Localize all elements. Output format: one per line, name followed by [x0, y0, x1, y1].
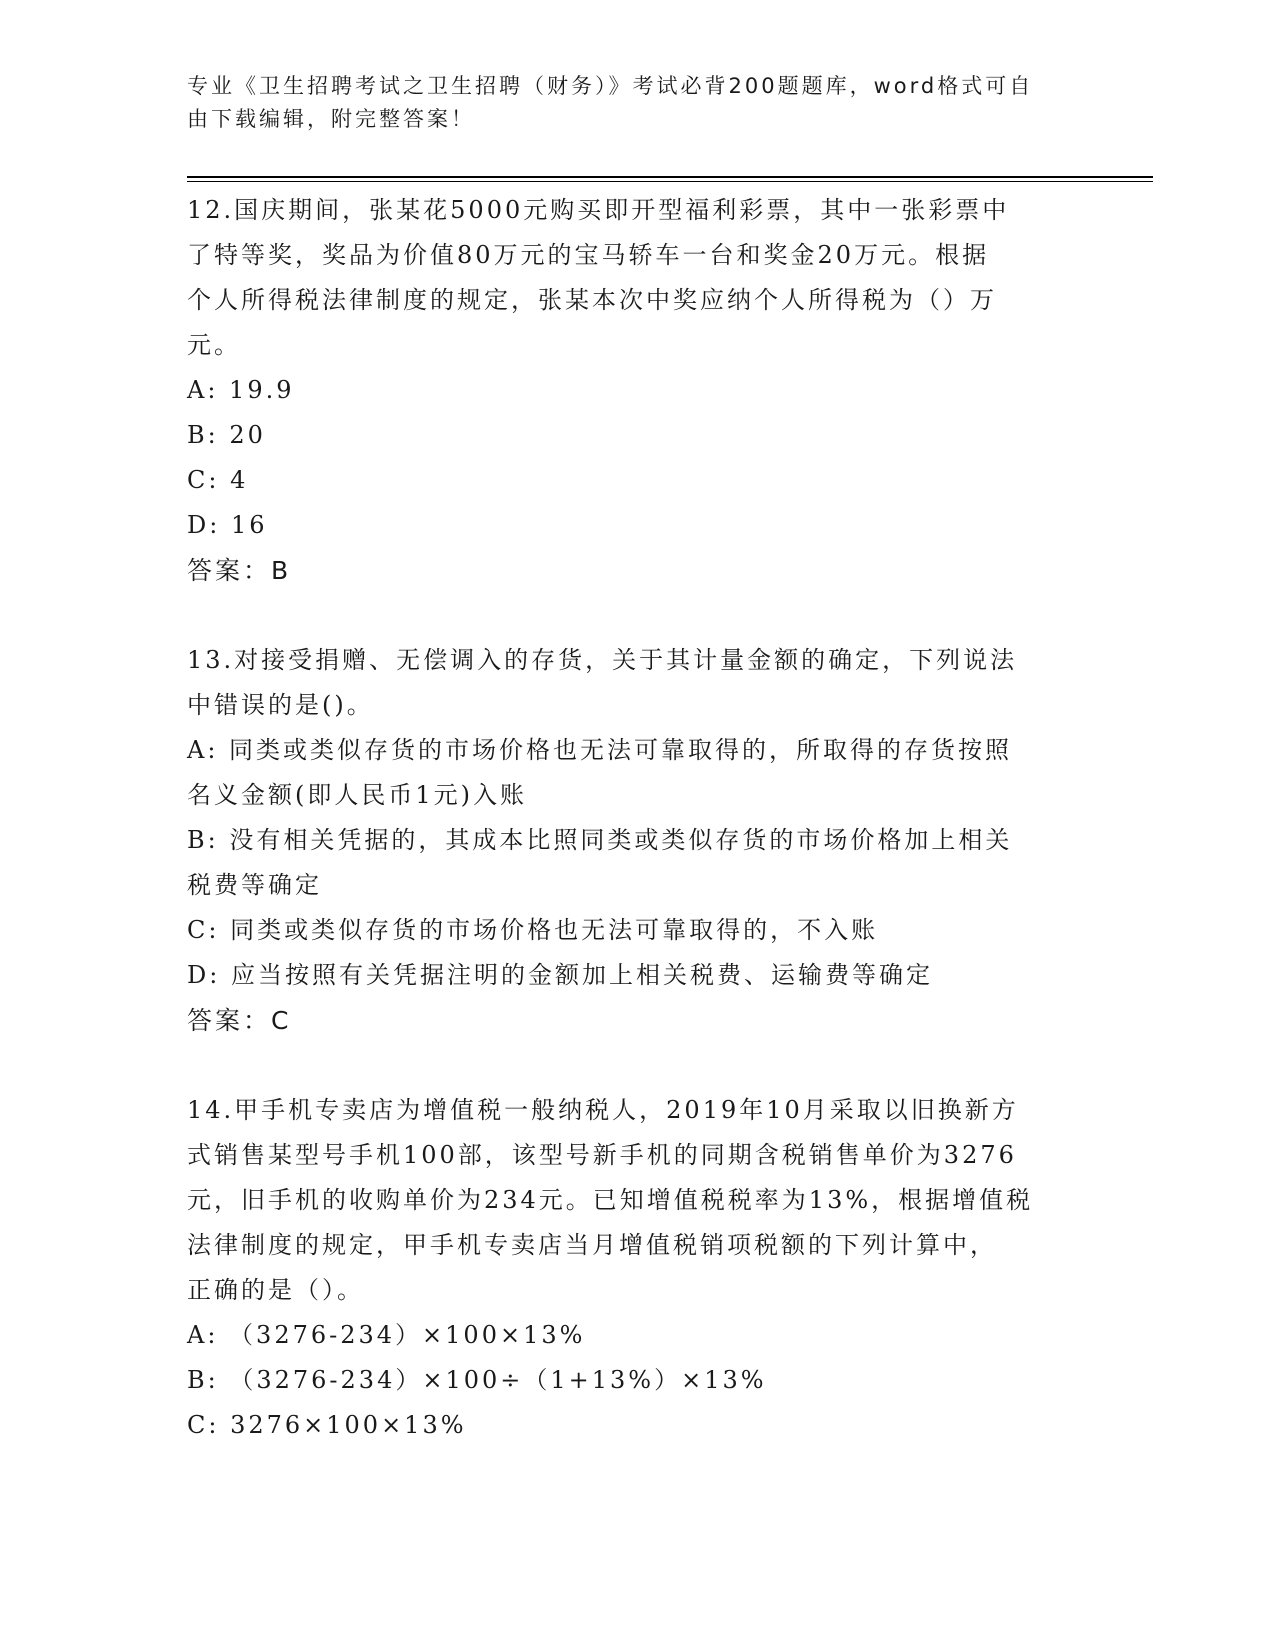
question-14 [187, 1088, 1087, 1448]
header-line-1: 专业《卫生招聘考试之卫生招聘（财务）》考试必背200题题库，word格式可自 [187, 74, 1034, 98]
option-b: B: （3276-234）×100÷（1+13%）×13% [187, 1366, 767, 1394]
document-header [187, 70, 1067, 136]
answer: 答案：B [187, 556, 292, 585]
header-rule-thick [187, 176, 1153, 178]
question-text-line: 了特等奖，奖品为价值80万元的宝马轿车一台和奖金20万元。根据 [187, 241, 990, 269]
question-13 [187, 638, 1087, 1043]
question-text-line: 法律制度的规定，甲手机专卖店当月增值税销项税额的下列计算中， [187, 1231, 997, 1259]
option-b: B: 没有相关凭据的，其成本比照同类或类似存货的市场价格加上相关 [187, 826, 1013, 854]
question-text-line: 式销售某型号手机100部，该型号新手机的同期含税销售单价为3276 [187, 1141, 1017, 1169]
question-12 [187, 188, 1087, 593]
option-c: C: 3276×100×13% [187, 1411, 467, 1439]
option-b: B: 20 [187, 421, 266, 449]
question-text-line: 元。 [187, 331, 241, 359]
option-c: C: 同类或类似存货的市场价格也无法可靠取得的，不入账 [187, 916, 879, 944]
question-text-line: 元，旧手机的收购单价为234元。已知增值税税率为13%，根据增值税 [187, 1186, 1034, 1214]
header-rule-thin [187, 181, 1153, 182]
option-a-continued: 名义金额(即人民币1元)入账 [187, 781, 527, 809]
question-text-line: 正确的是（）。 [187, 1276, 364, 1304]
question-list [187, 188, 1087, 1493]
question-text-line: 12.国庆期间，张某花5000元购买即开型福利彩票，其中一张彩票中 [187, 196, 1010, 224]
option-a: A: 同类或类似存货的市场价格也无法可靠取得的，所取得的存货按照 [187, 736, 1013, 764]
question-text-line: 个人所得税法律制度的规定，张某本次中奖应纳个人所得税为（）万 [187, 286, 997, 314]
answer: 答案：C [187, 1006, 292, 1035]
question-text-line: 14.甲手机专卖店为增值税一般纳税人，2019年10月采取以旧换新方 [187, 1096, 1019, 1124]
question-text-line: 13.对接受捐赠、无偿调入的存货，关于其计量金额的确定，下列说法 [187, 646, 1018, 674]
header-line-2: 由下载编辑，附完整答案！ [187, 107, 475, 131]
option-a: A: 19.9 [187, 376, 295, 404]
option-a: A: （3276-234）×100×13% [187, 1321, 586, 1349]
question-text-line: 中错误的是()。 [187, 691, 374, 719]
option-b-continued: 税费等确定 [187, 871, 322, 899]
option-d: D: 应当按照有关凭据注明的金额加上相关税费、运输费等确定 [187, 961, 933, 989]
option-d: D: 16 [187, 511, 268, 539]
option-c: C: 4 [187, 466, 249, 494]
